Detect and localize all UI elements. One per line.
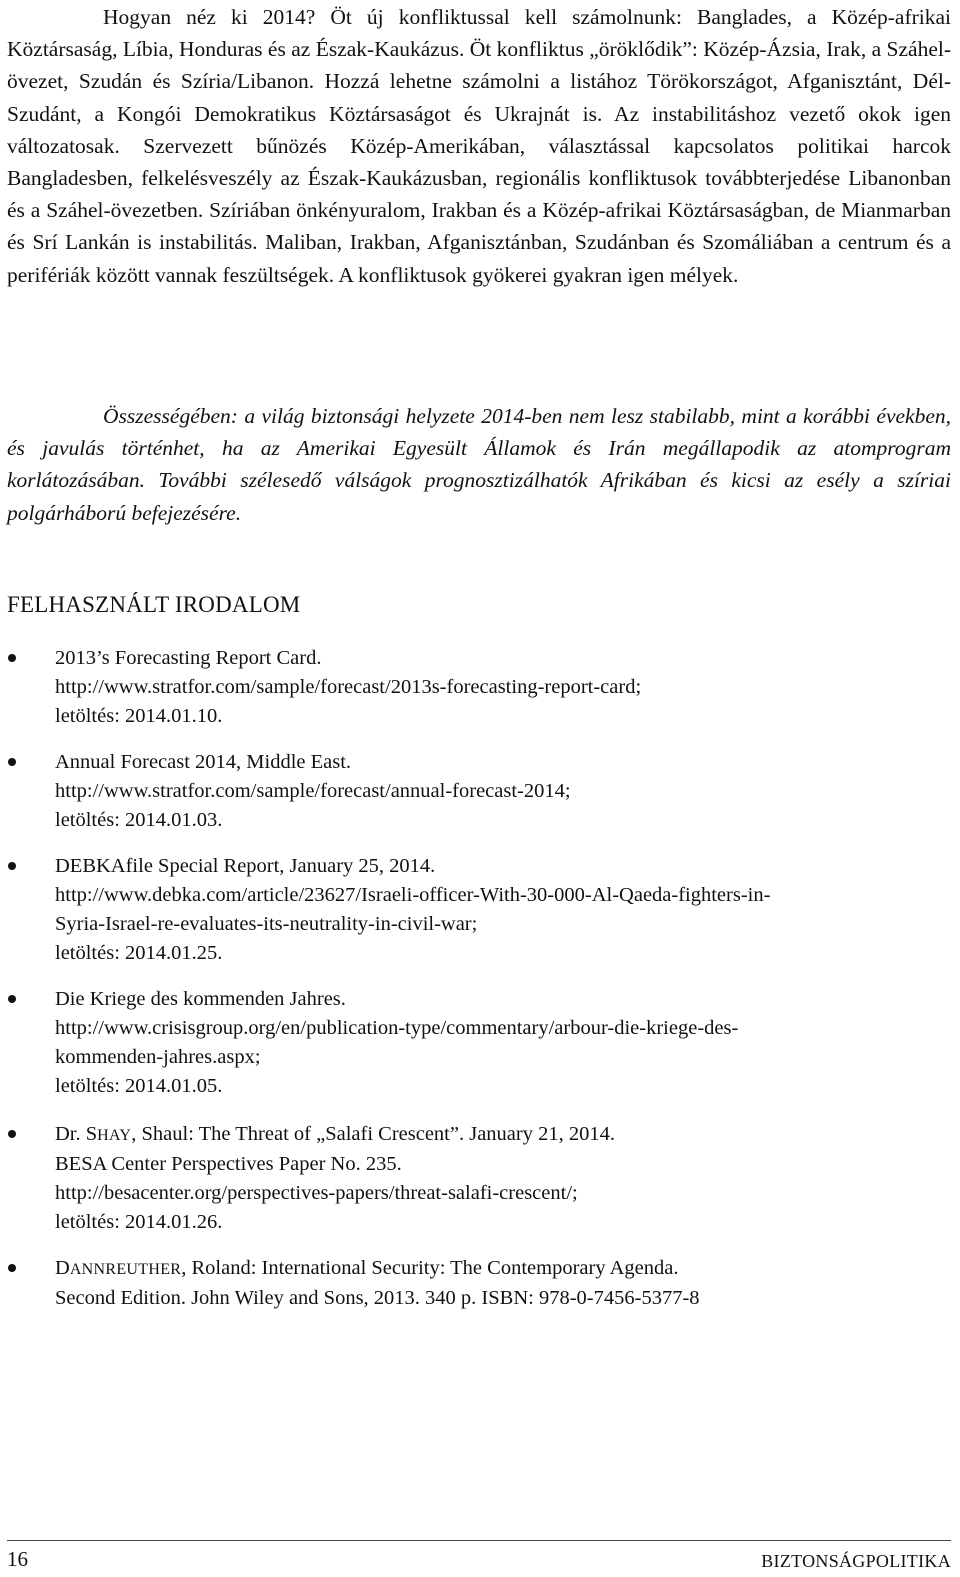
reference-url-continued[interactable]: Syria-Israel-re-evaluates-its-neutrality-in-civil-war; xyxy=(55,913,478,935)
bullet-icon xyxy=(8,995,16,1003)
page-footer xyxy=(7,1540,951,1571)
reference-url-continued[interactable]: kommenden-jahres.aspx; xyxy=(55,1046,261,1068)
reference-download-date: letöltés: 2014.01.10. xyxy=(55,705,223,727)
references-list xyxy=(7,644,951,1330)
bullet-icon xyxy=(8,862,16,870)
reference-item xyxy=(7,985,951,1101)
bullet-icon xyxy=(8,758,16,766)
reference-download-date: letöltés: 2014.01.26. xyxy=(55,1211,223,1233)
bullet-icon xyxy=(8,1130,16,1138)
bullet-icon xyxy=(8,1264,16,1272)
body-paragraph-1: Hogyan néz ki 2014? Öt új konfliktussal kell számolnunk: Banglades, a Közép-afrikai Köztársaság, Líbia, Honduras és az Észak-Kaukázus. Öt konfliktus „öröklődik”: Közép-Ázsia, Irak, a Száhel-övezet, Szudán és Szíria/Libanon. Hozzá lehetne számolni a listához Törökországot, Afganisztánt, Dél-Szudánt, a Kongói Demokratikus Köztársaságot és Ukrajnát is. Az instabilitáshoz vezető okok igen változatosak. Szervezett bűnözés Közép-Amerikában, választással kapcsolatos politikai harcok Bangladesben, felkelésveszély az Észak-Kaukázusban, regionális konfliktusok továbbterjedése Libanonban és a Száhel-övezetben. Szíriában önkényuralom, Irakban és a Közép-afrikai Köztársaságban, de Mianmarban és Srí Lankán is instabilitás. Maliban, Irakban, Afganisztánban, Szudánban és Szomáliában a centrum és a perifériák között vannak feszültségek. A konfliktusok gyökerei gyakran igen mélyek. xyxy=(7,5,951,287)
author-prefix: Dr. S xyxy=(55,1123,98,1145)
author-prefix: D xyxy=(55,1257,70,1279)
reference-download-date: letöltés: 2014.01.25. xyxy=(55,942,223,964)
author-smallcaps: HAY xyxy=(97,1127,132,1144)
reference-title-rest: , Shaul: The Threat of „Salafi Crescent”. January 21, 2014. xyxy=(131,1123,615,1145)
reference-title xyxy=(55,1120,951,1150)
reference-item xyxy=(7,644,951,731)
reference-url[interactable]: http://www.stratfor.com/sample/forecast/annual-forecast-2014; xyxy=(55,780,571,802)
reference-item xyxy=(7,1120,951,1237)
author-smallcaps: ANNREUTHER xyxy=(69,1261,182,1278)
reference-title: Die Kriege des kommenden Jahres. xyxy=(55,988,346,1010)
reference-title xyxy=(55,1254,951,1284)
journal-name: BIZTONSÁGPOLITIKA xyxy=(761,1551,951,1571)
reference-download-date: letöltés: 2014.01.05. xyxy=(55,1075,223,1097)
reference-title: DEBKAfile Special Report, January 25, 2014. xyxy=(55,855,436,877)
page-number: 16 xyxy=(7,1547,28,1571)
reference-item xyxy=(7,852,951,968)
body-paragraph-summary: Összességében: a világ biztonsági helyzete 2014-ben nem lesz stabilabb, mint a korábbi években, és javulás történhet, ha az Amerikai Egyesült Államok és Irán megállapodik az atomprogram korlátozásában. További szélesedő válságok prognosztizálhatók Afrikában és kicsi az esély a szíriai polgárháború befejezésére. xyxy=(7,404,951,525)
reference-url[interactable]: http://besacenter.org/perspectives-papers/threat-salafi-crescent/; xyxy=(55,1182,578,1204)
reference-publication: Second Edition. John Wiley and Sons, 2013. 340 p. ISBN: 978-0-7456-5377-8 xyxy=(55,1287,700,1309)
reference-url[interactable]: http://www.stratfor.com/sample/forecast/2013s-forecasting-report-card; xyxy=(55,676,642,698)
reference-series: BESA Center Perspectives Paper No. 235. xyxy=(55,1153,402,1175)
reference-title: Annual Forecast 2014, Middle East. xyxy=(55,751,352,773)
references-heading: FELHASZNÁLT IRODALOM xyxy=(7,592,301,617)
reference-url[interactable]: http://www.debka.com/article/23627/Israeli-officer-With-30-000-Al-Qaeda-fighters-in- xyxy=(55,884,771,906)
reference-item xyxy=(7,748,951,835)
reference-item xyxy=(7,1254,951,1313)
reference-download-date: letöltés: 2014.01.03. xyxy=(55,809,223,831)
reference-title: 2013’s Forecasting Report Card. xyxy=(55,647,322,669)
bullet-icon xyxy=(8,654,16,662)
reference-title-rest: , Roland: International Security: The Contemporary Agenda. xyxy=(181,1257,679,1279)
reference-url[interactable]: http://www.crisisgroup.org/en/publication-type/commentary/arbour-die-kriege-des- xyxy=(55,1017,739,1039)
